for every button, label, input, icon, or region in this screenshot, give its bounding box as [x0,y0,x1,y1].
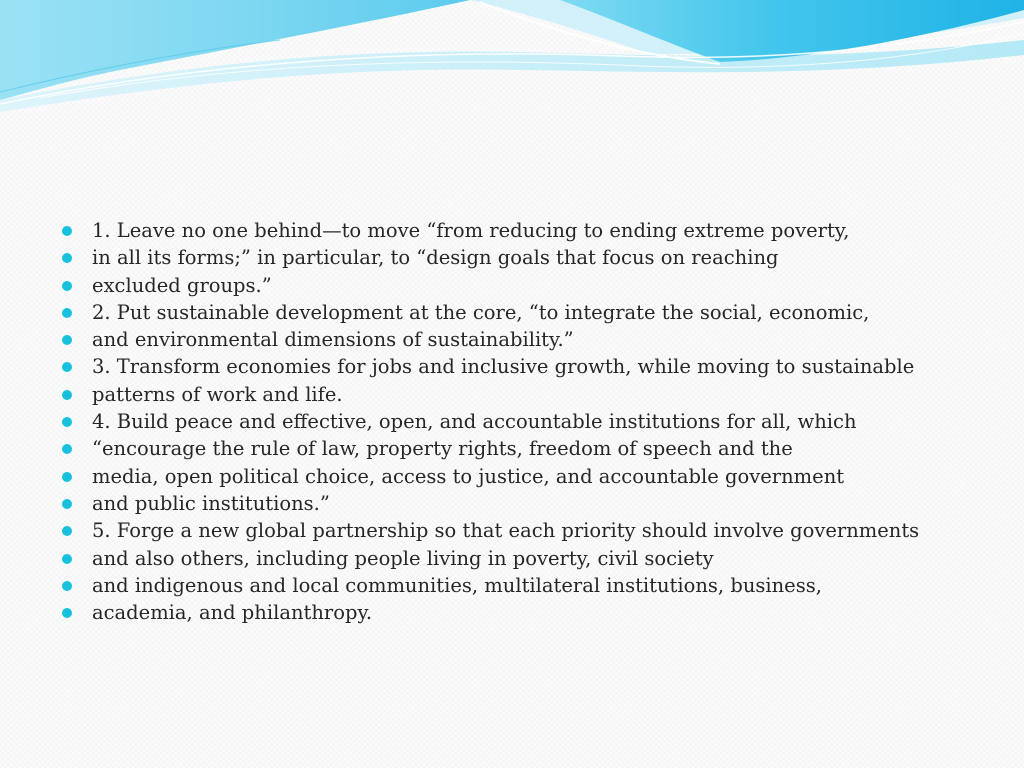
bullet-dot-icon [62,335,72,345]
bullet-item [62,490,992,517]
bullet-item [62,299,992,326]
bullet-dot-icon [62,281,72,291]
bullet-item [62,408,992,435]
bullet-item [62,463,992,490]
bullet-dot-icon [62,417,72,427]
bullet-item [62,545,992,572]
bullet-text: 3. Transform economies for jobs and inclusive growth, while moving to sustainable [92,355,915,379]
bullet-text: in all its forms;” in particular, to “design goals that focus on reaching [92,246,779,270]
bullet-text: patterns of work and life. [92,382,343,406]
bullet-dot-icon [62,390,72,400]
bullet-text: 4. Build peace and effective, open, and accountable institutions for all, which [92,410,857,434]
bullet-dot-icon [62,554,72,564]
bullet-item [62,272,992,299]
bullet-dot-icon [62,362,72,372]
bullet-text: excluded groups.” [92,273,272,297]
bullet-item [62,326,992,353]
bullet-dot-icon [62,608,72,618]
bullet-list [62,217,992,626]
bullet-item [62,217,992,244]
bullet-item [62,244,992,271]
bullet-text: 5. Forge a new global partnership so that each priority should involve governments [92,519,920,543]
bullet-item [62,599,992,626]
bullet-dot-icon [62,581,72,591]
bullet-text: and indigenous and local communities, multilateral institutions, business, [92,573,822,597]
bullet-item [62,353,992,380]
bullet-dot-icon [62,226,72,236]
bullet-text: 2. Put sustainable development at the core, “to integrate the social, economic, [92,300,870,324]
bullet-text: and environmental dimensions of sustainability.” [92,328,574,352]
bullet-text: academia, and philanthropy. [92,601,373,625]
bullet-text: 1. Leave no one behind—to move “from reducing to ending extreme poverty, [92,219,850,242]
bullet-text: and public institutions.” [92,491,330,515]
bullet-text: and also others, including people living in poverty, civil society [92,546,714,570]
wave-header-graphic [0,0,1024,120]
bullet-dot-icon [62,253,72,263]
bullet-text: “encourage the rule of law, property rights, freedom of speech and the [92,437,793,461]
bullet-dot-icon [62,308,72,318]
bullet-dot-icon [62,444,72,454]
bullet-dot-icon [62,472,72,482]
bullet-dot-icon [62,526,72,536]
bullet-item [62,517,992,544]
wave-band-left [0,0,470,100]
bullet-item [62,572,992,599]
bullet-dot-icon [62,499,72,509]
bullet-item [62,435,992,462]
bullet-item [62,381,992,408]
bullet-text: media, open political choice, access to justice, and accountable government [92,464,845,488]
